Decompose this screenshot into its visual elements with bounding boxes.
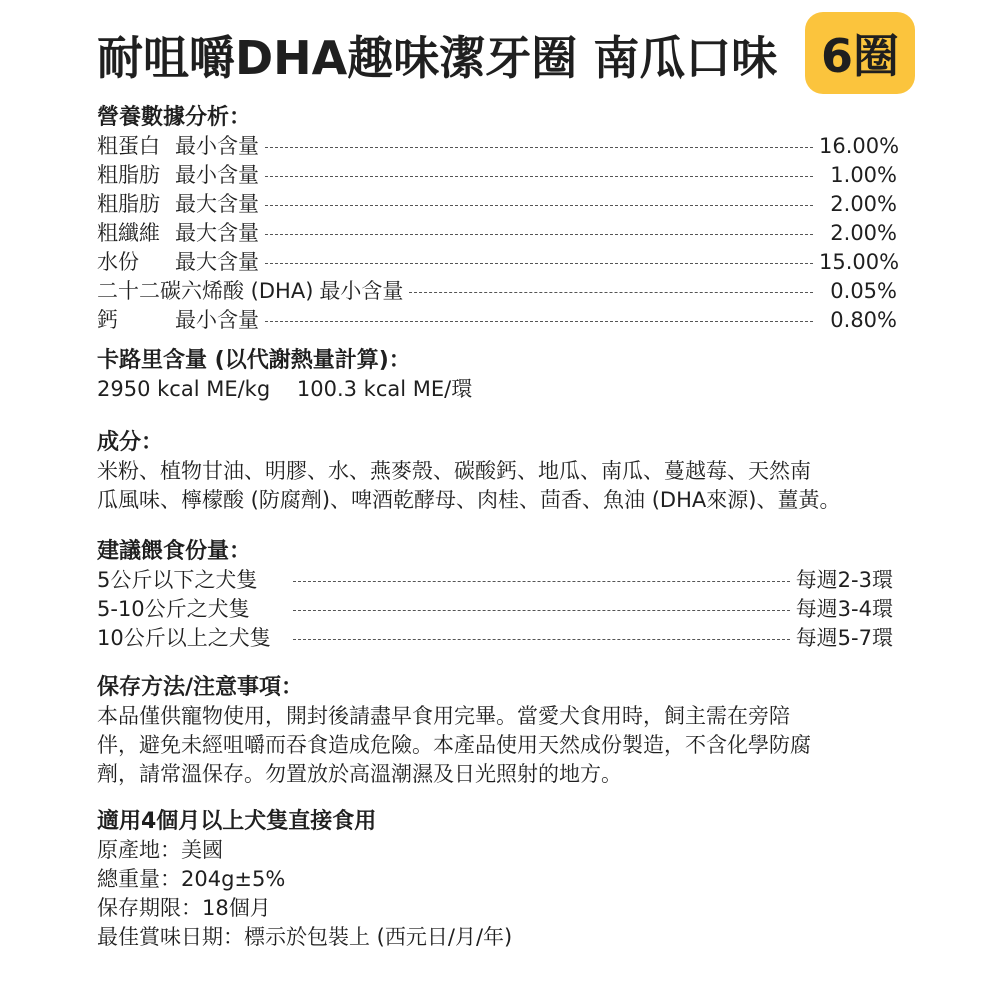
nutrient-qualifier: 最大含量 [175,250,259,274]
leader-dashes [293,639,790,640]
storage-line: 本品僅供寵物使用，開封後請盡早食用完畢。當愛犬食用時，飼主需在旁陪 [97,704,790,728]
info-heading: 適用4個月以上犬隻直接食用 [97,809,377,834]
feeding-row [97,595,893,624]
nutrient-value: 15.00% [819,250,900,274]
nutrient-qualifier: 最大含量 [175,192,259,216]
nutrition-row [97,161,897,190]
leader-dashes [265,205,813,206]
calories-text: 2950 kcal ME/kg 100.3 kcal ME/環 [97,377,473,401]
best-before-line: 最佳賞味日期：標示於包裝上 (西元日/月/年) [97,925,513,949]
leader-dashes [409,292,813,293]
feeding-section [97,537,893,653]
nutrient-qualifier: 最小含量 [175,308,259,332]
nutrition-row [97,132,900,161]
shelf-life-line: 保存期限：18個月 [97,896,271,920]
storage-line: 伴，避免未經咀嚼而吞食造成危險。本產品使用天然成份製造，不含化學防腐 [97,733,811,757]
storage-section [97,673,897,789]
leader-dashes [265,263,813,264]
dog-weight-label: 5-10公斤之犬隻 [97,597,250,621]
product-info-section [97,807,897,952]
nutrient-value: 0.05% [830,279,897,303]
leader-dashes [265,147,813,148]
nutrient-value: 16.00% [819,134,900,158]
leader-dashes [293,610,790,611]
leader-dashes [293,581,790,582]
weight-line: 總重量：204g±5% [97,867,286,891]
ingredients-line: 米粉、植物甘油、明膠、水、燕麥殼、碳酸鈣、地瓜、南瓜、蔓越莓、天然南 [97,459,811,483]
calories-section [97,346,897,404]
nutrient-value: 2.00% [830,221,897,245]
origin-line: 原產地：美國 [97,838,223,862]
ingredients-heading: 成分： [97,430,164,455]
nutrient-value: 2.00% [830,192,897,216]
nutrient-name: 粗纖維 [97,221,160,245]
feeding-heading: 建議餵食份量： [97,539,252,564]
nutrition-row [97,277,897,306]
ring-count-badge: 6圈 [805,12,915,94]
feeding-amount: 每週5-7環 [795,626,893,650]
dog-weight-label: 10公斤以上之犬隻 [97,626,271,650]
calories-heading: 卡路里含量 (以代謝熱量計算)： [97,348,411,373]
ingredients-section [97,428,897,515]
nutrient-value: 1.00% [830,163,897,187]
feeding-amount: 每週2-3環 [795,568,893,592]
nutrition-row [97,306,897,335]
leader-dashes [265,176,813,177]
nutrition-section [97,103,900,335]
leader-dashes [265,321,813,322]
nutrient-name: 鈣 [97,308,118,332]
nutrient-qualifier: 最小含量 [175,163,259,187]
nutrition-row [97,219,897,248]
feeding-row [97,624,893,653]
nutrient-name: 粗脂肪 [97,163,160,187]
nutrient-name: 粗蛋白 [97,134,160,158]
nutrient-value: 0.80% [830,308,897,332]
nutrient-qualifier: 最大含量 [175,221,259,245]
storage-line: 劑，請常溫保存。勿置放於高溫潮濕及日光照射的地方。 [97,762,622,786]
nutrition-row [97,190,897,219]
nutrient-qualifier: 最小含量 [175,134,259,158]
nutrient-qualifier: 最小含量 [319,279,404,303]
product-title: 耐咀嚼DHA趣味潔牙圈 南瓜口味 [97,31,778,85]
ingredients-line: 瓜風味、檸檬酸 (防腐劑)、啤酒乾酵母、肉桂、茴香、魚油 (DHA來源)、薑黃。 [97,488,841,512]
nutrition-heading: 營養數據分析： [97,105,252,130]
dog-weight-label: 5公斤以下之犬隻 [97,568,258,592]
nutrition-row [97,248,900,277]
nutrient-name: 二十二碳六烯酸 (DHA) [97,279,314,303]
nutrient-name: 粗脂肪 [97,192,160,216]
leader-dashes [265,234,813,235]
nutrient-name: 水份 [97,250,139,274]
storage-heading: 保存方法/注意事項： [97,675,304,700]
feeding-row [97,566,893,595]
feeding-amount: 每週3-4環 [795,597,893,621]
